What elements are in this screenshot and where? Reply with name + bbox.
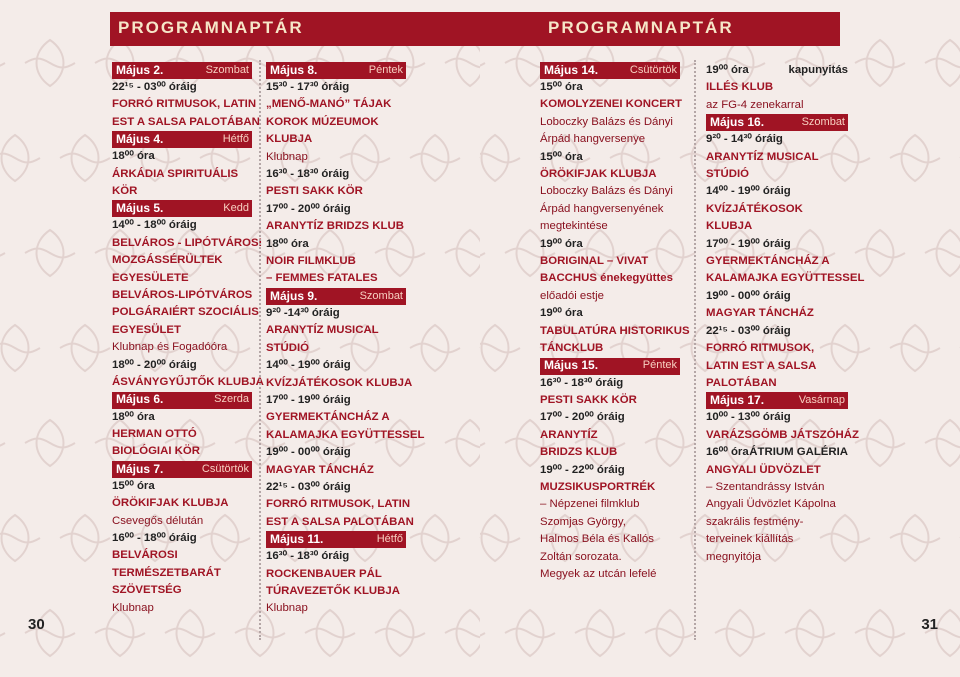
event-detail: előadói estje <box>540 289 604 302</box>
day-date: Május 15. <box>544 358 599 373</box>
day-header <box>112 392 252 409</box>
schedule-column-2 <box>266 62 425 618</box>
event-time: 16⁰⁰ óra <box>706 446 749 459</box>
event-title: POLGÁRAIÉRT SZOCIÁLIS <box>112 306 259 319</box>
event-time: 10⁰⁰ - 13⁰⁰ óráig <box>706 411 791 424</box>
day-header <box>266 531 406 548</box>
day-header <box>266 62 406 79</box>
event-title: FORRÓ RITMUSOK, LATIN <box>112 98 257 111</box>
event-title: HERMAN OTTÓ <box>112 427 197 440</box>
event-detail: Loboczky Balázs és Dányi <box>540 185 673 198</box>
event-time: 18⁰⁰ óra <box>266 237 309 250</box>
event-detail: Klubnap <box>266 602 308 615</box>
event-title: STÚDIÓ <box>706 168 750 181</box>
event-time: 18⁰⁰ - 20⁰⁰ óráig <box>112 358 197 371</box>
day-weekday: Csütörtök <box>201 462 249 475</box>
event-time: 16³⁰ - 18³⁰ óráig <box>266 168 350 181</box>
event-time: 15³⁰ - 17³⁰ óráig <box>266 81 350 93</box>
day-weekday: Csütörtök <box>629 63 677 76</box>
event-time-row <box>706 62 848 79</box>
page-number-left: 30 <box>28 616 45 633</box>
day-date: Május 9. <box>270 288 318 303</box>
event-detail: Angyali Üdvözlet Kápolna <box>706 498 836 511</box>
day-header <box>706 392 848 409</box>
day-header <box>112 131 252 148</box>
event-title: ARANYTÍZ BRIDZS KLUB <box>266 220 404 233</box>
event-detail: Klubnap és Fogadóóra <box>112 341 228 354</box>
event-detail: – Szentandrássy István <box>706 480 825 493</box>
event-title: SZÖVETSÉG <box>112 584 182 597</box>
schedule-column-4 <box>706 62 865 566</box>
column-separator <box>694 60 696 640</box>
event-title: „MENŐ-MANÓ” TÁJAK <box>266 98 392 111</box>
event-detail: Halmos Béla és Kallós <box>540 533 654 546</box>
event-time: 15⁰⁰ óra <box>540 81 583 93</box>
event-detail: megtekintése <box>540 220 608 233</box>
event-title: MAGYAR TÁNCHÁZ <box>706 307 814 320</box>
event-time: 18⁰⁰ óra <box>112 410 155 423</box>
event-detail: Árpád hangversenyének <box>540 202 664 215</box>
event-title: FORRÓ RITMUSOK, <box>706 342 815 355</box>
event-time: 17⁰⁰ - 20⁰⁰ óráig <box>540 411 625 424</box>
event-time: 16³⁰ - 18³⁰ óráig <box>540 376 624 389</box>
event-title: ANGYALI ÜDVÖZLET <box>706 463 821 476</box>
event-title: BRIDZS KLUB <box>540 446 618 459</box>
event-time: 9²⁰ -14³⁰ óráig <box>266 306 340 319</box>
event-time: 19⁰⁰ óra <box>540 237 583 250</box>
day-date: Május 7. <box>116 461 164 476</box>
event-detail: Zoltán sorozata. <box>540 550 622 563</box>
event-detail: szakrális festmény- <box>706 515 804 528</box>
event-title: BORIGINAL – VIVAT <box>540 255 649 268</box>
event-title: KÖR <box>112 185 138 198</box>
event-detail: Loboczky Balázs és Dányi <box>540 115 673 128</box>
event-title: ILLÉS KLUB <box>706 81 774 94</box>
event-title: KALAMAJKA EGYÜTTESSEL <box>266 428 425 441</box>
event-title: EGYESÜLET <box>112 323 181 336</box>
event-title: ARANYTÍZ <box>540 428 598 441</box>
event-detail: – Népzenei filmklub <box>540 498 640 511</box>
event-title: PESTI SAKK KÖR <box>540 393 637 406</box>
event-title: KOROK MÚZEUMOK <box>266 115 379 128</box>
event-time: 22¹⁵ - 03⁰⁰ óráig <box>706 324 791 337</box>
event-title: GYERMEKTÁNCHÁZ A <box>706 255 830 268</box>
event-time: 19⁰⁰ óra <box>540 307 583 320</box>
event-note: kapunyitás <box>788 64 848 76</box>
day-header <box>540 62 680 79</box>
day-date: Május 14. <box>544 62 599 77</box>
day-date: Május 16. <box>710 115 765 130</box>
event-title: ÖRÖKIFJAK KLUBJA <box>112 497 229 510</box>
event-detail: Klubnap <box>112 601 154 614</box>
event-detail: Megyek az utcán lefelé <box>540 567 657 580</box>
event-time: 14⁰⁰ - 18⁰⁰ óráig <box>112 219 197 232</box>
event-title: ÁSVÁNYGYŰJTŐK KLUBJA <box>112 376 264 389</box>
event-title: KALAMAJKA EGYÜTTESSEL <box>706 272 865 285</box>
event-title: PESTI SAKK KÖR <box>266 185 363 198</box>
event-title: PALOTÁBAN <box>706 376 777 389</box>
event-title: ARANYTÍZ MUSICAL <box>706 150 819 163</box>
event-title: EST A SALSA PALOTÁBAN <box>112 115 260 128</box>
day-weekday: Szombat <box>801 116 845 129</box>
event-time-row <box>706 444 848 461</box>
day-header <box>266 288 406 305</box>
event-title: KVÍZJÁTÉKOSOK KLUBJA <box>266 376 413 389</box>
event-title: ARANYTÍZ MUSICAL <box>266 324 379 337</box>
schedule-column-1 <box>112 62 264 617</box>
page-number-right: 31 <box>921 616 938 633</box>
day-weekday: Hétfő <box>376 532 403 545</box>
event-title: EGYESÜLETE <box>112 271 189 284</box>
event-title: ROCKENBAUER PÁL <box>266 567 382 580</box>
event-time: 18⁰⁰ óra <box>112 150 155 163</box>
day-header <box>112 461 252 478</box>
event-title: KLUBJA <box>266 133 313 146</box>
day-weekday: Hétfő <box>222 133 249 146</box>
right-page <box>480 0 960 677</box>
event-detail: Klubnap <box>266 150 308 163</box>
day-weekday: Kedd <box>223 202 249 215</box>
day-date: Május 8. <box>270 62 318 77</box>
event-time: 19⁰⁰ óra <box>706 64 749 76</box>
event-detail: megnyitója <box>706 550 762 563</box>
event-time: 16³⁰ - 18³⁰ óráig <box>266 550 350 563</box>
event-detail: Csevegős délután <box>112 514 204 527</box>
event-title: STÚDIÓ <box>266 341 310 354</box>
event-title: BELVÁROSI <box>112 549 178 562</box>
event-detail: Szomjas György, <box>540 515 626 528</box>
event-title: KOMOLYZENEI KONCERT <box>540 98 682 111</box>
day-header <box>540 358 680 375</box>
day-date: Május 4. <box>116 132 164 147</box>
event-title: TÁNCKLUB <box>540 342 604 355</box>
event-title: FORRÓ RITMUSOK, LATIN <box>266 498 411 511</box>
event-time: 9²⁰ - 14³⁰ óráig <box>706 133 783 146</box>
column-separator <box>259 60 261 640</box>
event-time: 19⁰⁰ - 22⁰⁰ óráig <box>540 463 625 476</box>
event-detail: terveinek kiállítás <box>706 533 794 546</box>
event-title: – FEMMES FATALES <box>266 272 378 285</box>
event-title: MUZSIKUSPORTRÉK <box>540 480 656 493</box>
event-title: BIOLÓGIAI KÖR <box>112 445 200 458</box>
day-weekday: Péntek <box>642 359 677 372</box>
event-detail: az FG-4 zenekarral <box>706 98 804 111</box>
day-date: Május 5. <box>116 201 164 216</box>
event-title: VARÁZSGÖMB JÁTSZÓHÁZ <box>706 428 859 441</box>
day-date: Május 11. <box>270 531 324 546</box>
event-title: ÁRKÁDIA SPIRITUÁLIS <box>112 167 239 180</box>
event-title: TABULATÚRA HISTORIKUS <box>540 324 690 337</box>
event-time: 14⁰⁰ - 19⁰⁰ óráig <box>706 185 791 198</box>
event-title: BELVÁROS - LIPÓTVÁROSI <box>112 236 262 249</box>
event-title: ÖRÖKIFJAK KLUBJA <box>540 168 657 181</box>
event-title: EST A SALSA PALOTÁBAN <box>266 515 414 528</box>
day-weekday: Szerda <box>214 393 249 406</box>
day-weekday: Vasárnap <box>798 394 845 407</box>
event-time: 19⁰⁰ - 00⁰⁰ óráig <box>266 446 351 459</box>
event-title: LATIN EST A SALSA <box>706 359 817 372</box>
event-title: TÚRAVEZETŐK KLUBJA <box>266 584 400 597</box>
event-detail: Árpád hangversenye <box>540 133 646 146</box>
event-time: 14⁰⁰ - 19⁰⁰ óráig <box>266 359 351 372</box>
day-weekday: Szombat <box>205 63 249 76</box>
event-title: BELVÁROS-LIPÓTVÁROS <box>112 289 253 302</box>
event-time: 22¹⁵ - 03⁰⁰ óráig <box>112 81 197 93</box>
day-date: Május 2. <box>116 62 164 77</box>
event-time: 17⁰⁰ - 19⁰⁰ óráig <box>706 237 791 250</box>
event-title: MAGYAR TÁNCHÁZ <box>266 463 374 476</box>
event-title: NOIR FILMKLUB <box>266 255 356 268</box>
event-title: MOZGÁSSÉRÜLTEK <box>112 254 223 267</box>
day-weekday: Péntek <box>368 63 403 76</box>
event-title: BACCHUS énekegyüttes <box>540 272 673 285</box>
day-header <box>706 114 848 131</box>
event-time: 17⁰⁰ - 19⁰⁰ óráig <box>266 393 351 406</box>
day-date: Május 6. <box>116 392 164 407</box>
day-header <box>112 200 252 217</box>
event-time: 15⁰⁰ óra <box>112 479 155 492</box>
event-time: 17⁰⁰ - 20⁰⁰ óráig <box>266 202 351 215</box>
event-title: KLUBJA <box>706 220 753 233</box>
event-time: 15⁰⁰ óra <box>540 150 583 163</box>
page-title: PROGRAMNAPTÁR <box>548 18 734 37</box>
event-title: GYERMEKTÁNCHÁZ A <box>266 411 390 424</box>
event-note: ÁTRIUM GALÉRIA <box>749 446 848 459</box>
page-title: PROGRAMNAPTÁR <box>118 18 304 37</box>
event-title: TERMÉSZETBARÁT <box>112 566 221 579</box>
event-title: KVÍZJÁTÉKOSOK <box>706 202 803 215</box>
event-time: 22¹⁵ - 03⁰⁰ óráig <box>266 480 351 493</box>
event-time: 19⁰⁰ - 00⁰⁰ óráig <box>706 289 791 302</box>
event-time: 16⁰⁰ - 18⁰⁰ óráig <box>112 531 197 544</box>
day-weekday: Szombat <box>359 289 403 302</box>
day-date: Május 17. <box>710 393 765 408</box>
day-header <box>112 62 252 79</box>
schedule-column-3 <box>540 62 690 583</box>
